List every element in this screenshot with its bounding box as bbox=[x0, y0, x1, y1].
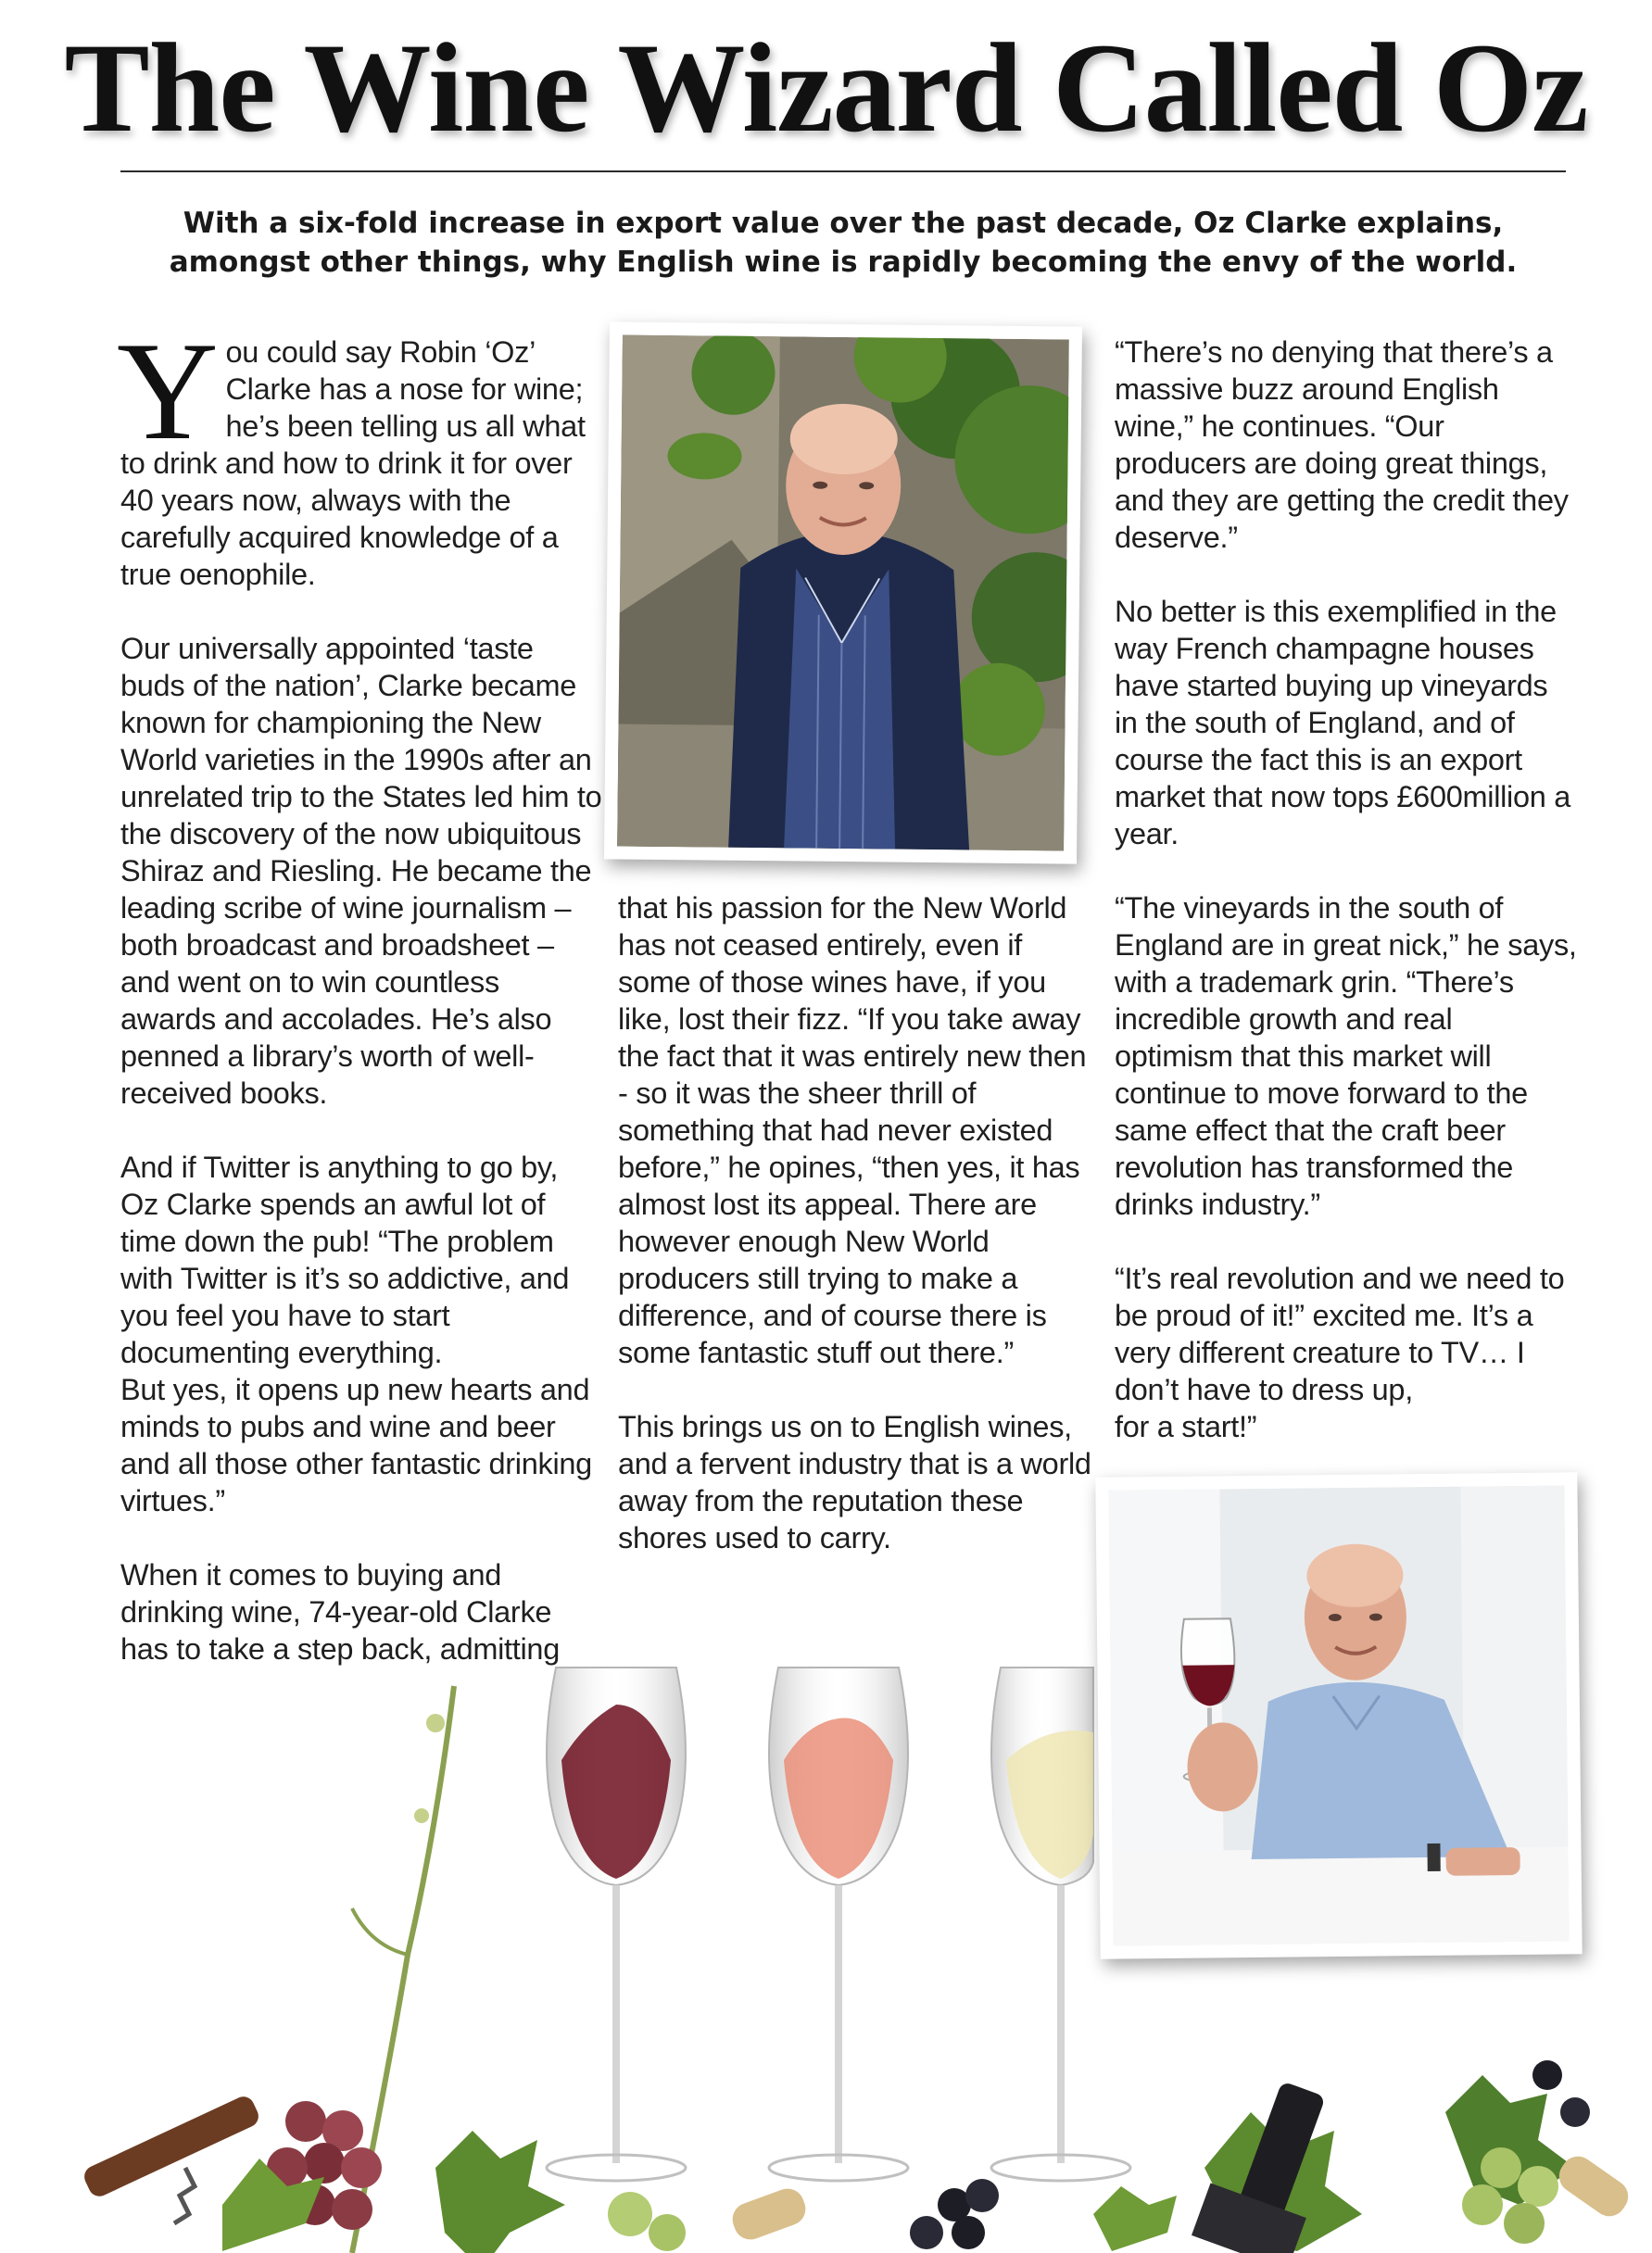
red-wine-glass-icon bbox=[547, 1668, 686, 2181]
vine-leaves-icon bbox=[222, 2075, 1575, 2253]
article-column-2 bbox=[618, 889, 1100, 1556]
article-column-3 bbox=[1115, 334, 1578, 1445]
intro-text: ou could say Robin ‘Oz’ Clarke has a nose for wine; he’s been telling us all what to drink and how to drink it for over 40 years now, always with the carefully acquired knowledge of a true oenophile. bbox=[120, 335, 586, 591]
title-divider bbox=[120, 170, 1566, 172]
paragraph-text: for a start!” bbox=[1115, 1410, 1257, 1443]
article-title: The Wine Wizard Called Oz bbox=[64, 17, 1588, 158]
portrait-photo-wine-glass bbox=[1095, 1472, 1582, 1958]
portrait-photo-outdoor bbox=[604, 321, 1082, 863]
body-paragraph: “The vineyards in the south of England are in great nick,” he says, with a trademark grin. “There’s incredible growth and real optimism that this market will continue to move forward to the same effect that the craft beer revolution has transformed the drinks industry.” bbox=[1115, 891, 1577, 1221]
intro-paragraph bbox=[117, 313, 602, 593]
body-paragraph: This brings us on to English wines, and a fervent industry that is a world away from the reputation these shores used to carry. bbox=[618, 1410, 1091, 1554]
body-paragraph: No better is this exemplified in the way French champagne houses have started buying up vineyards in the south of England, and of course the fact this is an export market that now tops £600million a year. bbox=[1115, 595, 1571, 850]
paragraph-text: “It’s real revolution and we need to be proud of it!” excited me. It’s a very different creature to TV… I don’t have to dress up, bbox=[1115, 1262, 1565, 1406]
article-standfirst: With a six-fold increase in export value over the past decade, Oz Clarke explains, amongst other things, why English wine is rapidly becoming the envy of the world. bbox=[169, 207, 1518, 279]
body-paragraph bbox=[1115, 1260, 1578, 1445]
paragraph-text: And if Twitter is anything to go by, Oz Clarke spends an awful lot of time down the pub! “The problem with Twitter is it’s so addictive, and you feel you have to start documenting everything. bbox=[120, 1151, 570, 1369]
body-paragraph: Our universally appointed ‘taste buds of the nation’, Clarke became known for championing the New World varieties in the 1990s after an unrelated trip to the States led him to the discovery of the now ubiquitous Shiraz and Riesling. He became the leading scribe of wine journalism – both broadcast and broadsheet – and went on to win countless awards and accolades. He’s also penned a library’s worth of well-received books. bbox=[120, 632, 602, 1110]
body-paragraph: that his passion for the New World has not ceased entirely, even if some of those wines have, if you like, lost their fizz. “If you take away the fact that it was entirely new then - so it was the sheer thrill of something that had never existed before,” he opines, “then yes, it has almost lost its appeal. There are however enough New World producers still trying to make a difference, and of course there is some fantastic stuff out there.” bbox=[618, 891, 1087, 1369]
body-paragraph bbox=[120, 1149, 602, 1519]
wine-portrait-illustration bbox=[1108, 1485, 1569, 1945]
body-paragraph: “There’s no denying that there’s a massive buzz around English wine,” he continues. “Our producers are doing great things, and they are getting the credit they deserve.” bbox=[1115, 335, 1569, 554]
drop-cap: Y bbox=[117, 313, 219, 469]
article-column-1 bbox=[117, 313, 602, 1668]
rose-wine-glass-icon bbox=[769, 1668, 908, 2181]
body-paragraph: When it comes to buying and drinking wine, 74-year-old Clarke has to take a step back, admitting bbox=[120, 1558, 560, 1666]
portrait-illustration bbox=[617, 334, 1069, 850]
paragraph-text: But yes, it opens up new hearts and minds to pubs and wine and beer and all those other fantastic drinking virtues.” bbox=[120, 1373, 592, 1517]
